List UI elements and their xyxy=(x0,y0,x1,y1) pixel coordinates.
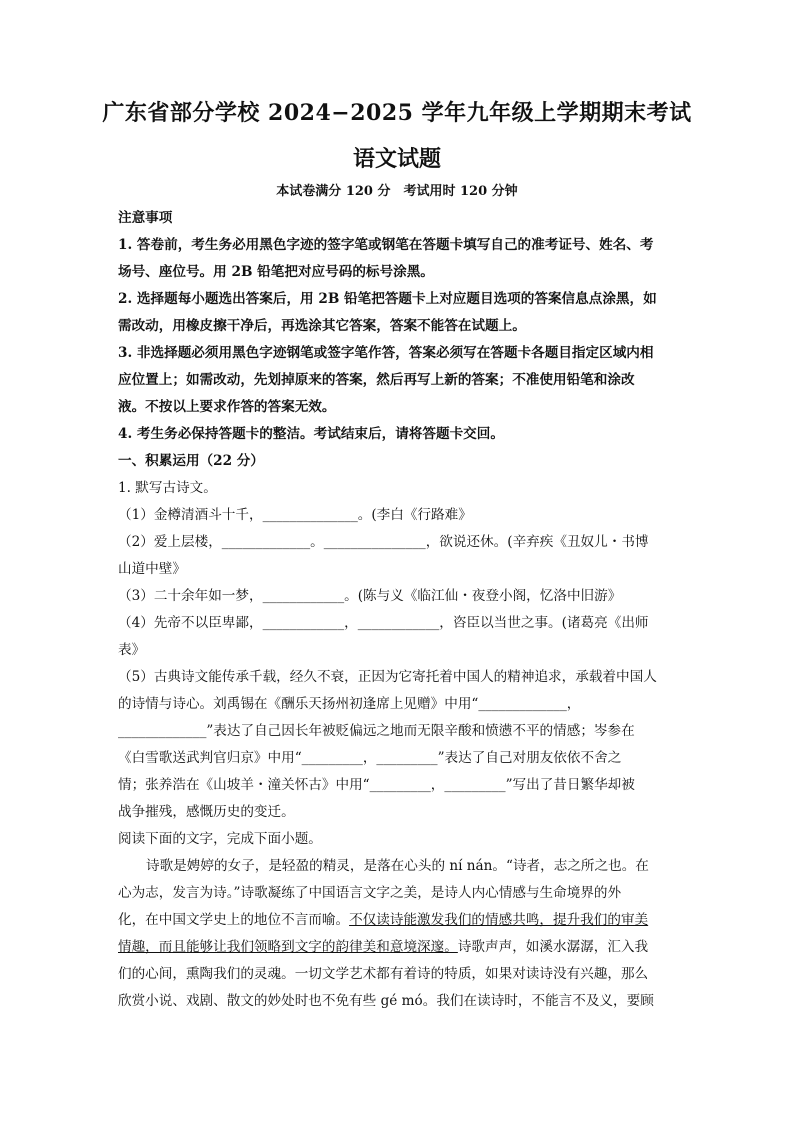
passage-line: 欣赏小说、戏剧、散文的妙处时也不免有些 gé mó。我们在读诗时，不能言不及义，要顾 xyxy=(118,993,654,1009)
notice-line: 3. 非选择题必须用黑色字迹钢笔或签字笔作答，答案必须写在答题卡各题目指定区域内相 xyxy=(118,345,654,361)
question-line: （4）先帝不以臣卑鄙，____________，____________，咨臣以当世之事。(诸葛亮《出师 xyxy=(118,615,649,631)
exam-body xyxy=(118,205,678,1015)
question-line: （5）古典诗文能传承千载，经久不衰，正因为它寄托着中国人的精神追求，承载着中国人 xyxy=(118,669,657,685)
reading-intro: 阅读下面的文字，完成下面小题。 xyxy=(118,831,322,847)
exam-title: 广东省部分学校 2024−2025 学年九年级上学期期末考试 xyxy=(102,100,692,126)
passage-line: 心为志，发言为诗。”诗歌凝练了中国语言文字之美，是诗人内心情感与生命境界的外 xyxy=(118,885,622,901)
passage-line xyxy=(118,907,678,934)
exam-meta: 本试卷满分 120 分 考试用时 120 分钟 xyxy=(276,184,518,199)
question-line: 《白雪歌送武判官归京》中用“_________，_________”表达了自己对朋友依依不舍之 xyxy=(118,750,622,766)
underlined-sentence: 情趣，而且能够让我们领略到文字的韵律美和意境深邃。 xyxy=(118,939,458,955)
exam-subtitle: 语文试题 xyxy=(352,146,441,172)
question-line: 表》 xyxy=(118,642,146,658)
question-line: （1）金樽清酒斗十千，______________。(李白《行路难》 xyxy=(118,507,472,523)
passage-line xyxy=(118,934,678,961)
underlined-sentence: 不仅读诗能激发我们的情感共鸣，提升我们的审美 xyxy=(349,912,649,928)
question-line: 战争摧残，感慨历史的变迁。 xyxy=(118,804,295,820)
notice-line: 2. 选择题每小题选出答案后，用 2B 铅笔把答题卡上对应题目选项的答案信息点涂黑，如 xyxy=(118,291,657,307)
question-line: _____________”表达了自己因长年被贬偏远之地而无限辛酸和愤懑不平的情感；岑参在 xyxy=(118,723,635,739)
question-line: 情；张养浩在《山坡羊・潼关怀古》中用“_________，_________”写出了昔日繁华却被 xyxy=(118,777,635,793)
passage-line: 们的心间，熏陶我们的灵魂。一切文学艺术都有着诗的特质，如果对读诗没有兴趣，那么 xyxy=(118,966,649,982)
question-line: （3）二十余年如一梦，____________。(陈与义《临江仙・夜登小阁，忆洛中旧游》 xyxy=(118,588,622,604)
notice-line: 1. 答卷前，考生务必用黑色字迹的签字笔或钢笔在答题卡填写自己的准考证号、姓名、考 xyxy=(118,237,654,253)
notice-line: 场号、座位号。用 2B 铅笔把对应号码的标号涂黑。 xyxy=(118,264,434,280)
notice-line: 应位置上；如需改动，先划掉原来的答案，然后再写上新的答案；不准使用铅笔和涂改 xyxy=(118,372,635,388)
passage-text: 化，在中国文学史上的地位不言而喻。 xyxy=(118,912,350,928)
question-line: 山道中壁》 xyxy=(118,561,186,577)
notice-heading: 注意事项 xyxy=(118,210,173,226)
notice-line: 4. 考生务必保持答题卡的整洁。考试结束后，请将答题卡交回。 xyxy=(118,426,504,442)
question-line: （2）爱上层楼，_____________。_______________，欲说还休。(辛弃疾《丑奴儿・书博 xyxy=(118,534,649,550)
notice-line: 需改动，用橡皮擦干净后，再选涂其它答案，答案不能答在试题上。 xyxy=(118,318,526,334)
passage-line: 诗歌是娉婷的女子，是轻盈的精灵，是落在心头的 ní nán。“诗者，志之所之也。在 xyxy=(146,858,649,874)
passage-text: 诗歌声声，如溪水潺潺，汇入我 xyxy=(457,939,649,955)
notice-line: 液。不按以上要求作答的答案无效。 xyxy=(118,399,336,415)
question-line: 的诗情与诗心。刘禹锡在《酬乐天扬州初逢席上见赠》中用“_____________， xyxy=(118,696,581,712)
section-heading: 一、积累运用（22 分） xyxy=(118,453,264,469)
question-title: 1. 默写古诗文。 xyxy=(118,480,217,496)
